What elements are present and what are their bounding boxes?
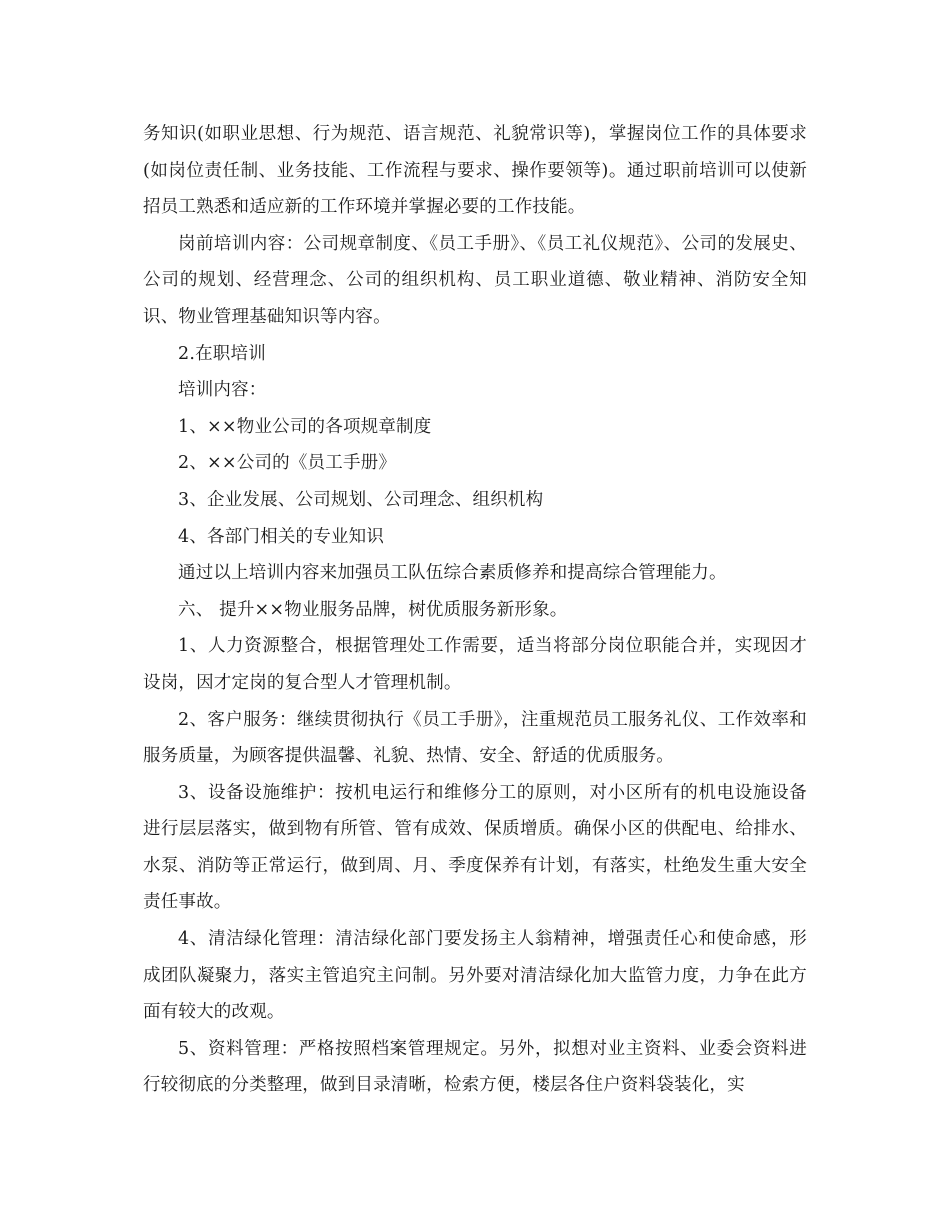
paragraph: 通过以上培训内容来加强员工队伍综合素质修养和提高综合管理能力。 xyxy=(178,563,727,584)
section-heading: 2.在职培训 xyxy=(178,343,266,364)
paragraph: 5、资料管理：严格按照档案管理规定。另外，拟想对业主资料、业委会资料进行较彻底的分类整理，做到目录清晰，检索方便，楼层各住户资料袋装化，实 xyxy=(143,1038,807,1096)
paragraph: 培训内容： xyxy=(178,380,267,401)
paragraph: 2、客户服务：继续贯彻执行《员工手册》，注重规范员工服务礼仪、工作效率和服务质量，为顾客提供温馨、礼貌、热情、安全、舒适的优质服务。 xyxy=(143,709,807,767)
paragraph: 3、设备设施维护：按机电运行和维修分工的原则，对小区所有的机电设施设备进行层层落实，做到物有所管、管有成效、保质增质。确保小区的供配电、给排水、水泵、消防等正常运行，做到周、月、季度保养有计划，有落实，杜绝发生重大安全责任事故。 xyxy=(143,782,807,913)
list-item: 3、企业发展、公司规划、公司理念、组织机构 xyxy=(178,489,544,510)
paragraph: 1、人力资源整合，根据管理处工作需要，适当将部分岗位职能合并，实现因才设岗，因才定岗的复合型人才管理机制。 xyxy=(143,636,807,693)
paragraph: 务知识(如职业思想、行为规范、语言规范、礼貌常识等)，掌握岗位工作的具体要求(如岗位责任制、业务技能、工作流程与要求、操作要领等)。通过职前培训可以使新招员工熟悉和适应新的工作环境并掌握必要的工作技能。 xyxy=(143,124,807,218)
section-heading: 六、 提升××物业服务品牌，树优质服务新形象。 xyxy=(178,599,568,620)
paragraph: 4、清洁绿化管理：清洁绿化部门要发扬主人翁精神，增强责任心和使命感，形成团队凝聚力，落实主管追究主问制。另外要对清洁绿化加大监管力度，力争在此方面有较大的改观。 xyxy=(143,929,807,1023)
document-body xyxy=(143,116,807,1104)
list-item: 2、××公司的《员工手册》 xyxy=(178,453,397,474)
list-item: 4、各部门相关的专业知识 xyxy=(178,526,385,547)
paragraph: 岗前培训内容：公司规章制度、《员工手册》、《员工礼仪规范》、公司的发展史、公司的规划、经营理念、公司的组织机构、员工职业道德、敬业精神、消防安全知识、物业管理基础知识等内容。 xyxy=(143,233,807,327)
list-item: 1、××物业公司的各项规章制度 xyxy=(178,416,432,437)
